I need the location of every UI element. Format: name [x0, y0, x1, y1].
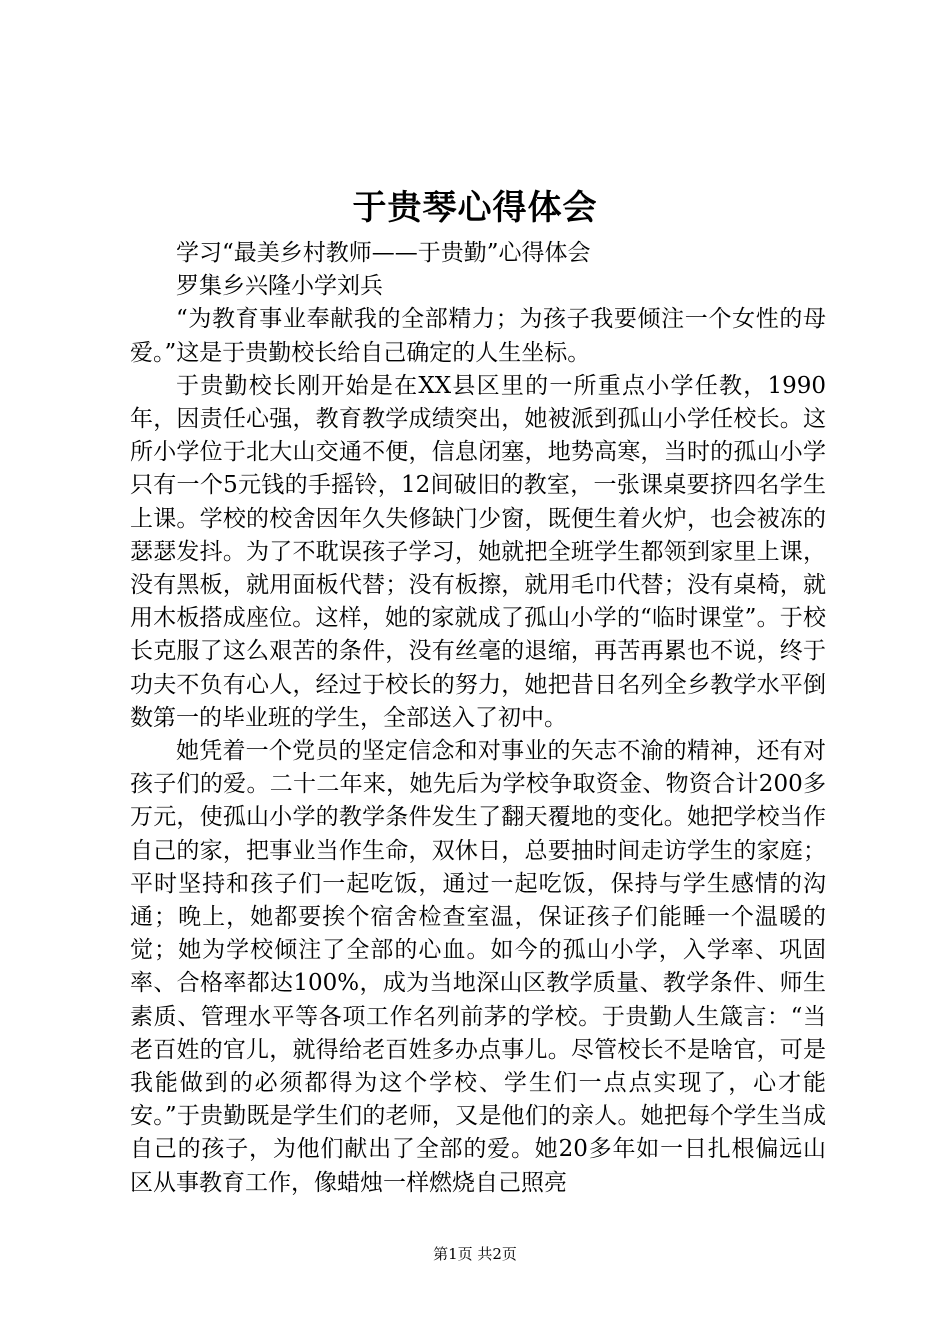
document-body [130, 237, 826, 1200]
body-paragraph: 于贵勤校长刚开始是在XX县区里的一所重点小学任教，1990年，因责任心强，教育教学成绩突出，她被派到孤山小学任校长。这所小学位于北大山交通不便，信息闭塞，地势高寒，当时的孤山小学只有一个5元钱的手摇铃，12间破旧的教室，一张课桌要挤四名学生上课。学校的校舍因年久失修缺门少窗，既便生着火炉，也会被冻的瑟瑟发抖。为了不耽误孩子学习，她就把全班学生都领到家里上课，没有黑板，就用面板代替；没有板擦，就用毛巾代替；没有桌椅，就用木板搭成座位。这样，她的家就成了孤山小学的“临时课堂”。于校长克服了这么艰苦的条件，没有丝毫的退缩，再苦再累也不说，终于功夫不负有心人，经过于校长的努力，她把昔日名列全乡教学水平倒数第一的毕业班的学生，全部送入了初中。 [130, 372, 826, 731]
body-paragraph: “为教育事业奉献我的全部精力；为孩子我要倾注一个女性的母爱。”这是于贵勤校长给自己确定的人生坐标。 [130, 306, 826, 366]
document-title: 于贵琴心得体会 [352, 188, 598, 228]
author-line: 罗集乡兴隆小学刘兵 [176, 273, 383, 300]
subtitle-line: 学习“最美乡村教师——于贵勤”心得体会 [176, 240, 591, 266]
page-number-footer: 第1页 共2页 [433, 1245, 517, 1263]
body-paragraph: 她凭着一个党员的坚定信念和对事业的矢志不渝的精神，还有对孩子们的爱。二十二年来，她先后为学校争取资金、物资合计200多万元，使孤山小学的教学条件发生了翻天覆地的变化。她把学校当作自己的家，把事业当作生命，双休日，总要抽时间走访学生的家庭；平时坚持和孩子们一起吃饭，通过一起吃饭，保持与学生感情的沟通；晚上，她都要挨个宿舍检查室温，保证孩子们能睡一个温暖的觉；她为学校倾注了全部的心血。如今的孤山小学，入学率、巩固率、合格率都达100%，成为当地深山区教学质量、教学条件、师生素质、管理水平等各项工作名列前茅的学校。于贵勤人生箴言：“当老百姓的官儿，就得给老百姓多办点事儿。尽管校长不是啥官，可是我能做到的必须都得为这个学校、学生们一点点实现了，心才能安。”于贵勤既是学生们的老师，又是他们的亲人。她把每个学生当成自己的孩子，为他们献出了全部的爱。她20多年如一日扎根偏远山区从事教育工作，像蜡烛一样燃烧自己照亮 [130, 738, 826, 1196]
